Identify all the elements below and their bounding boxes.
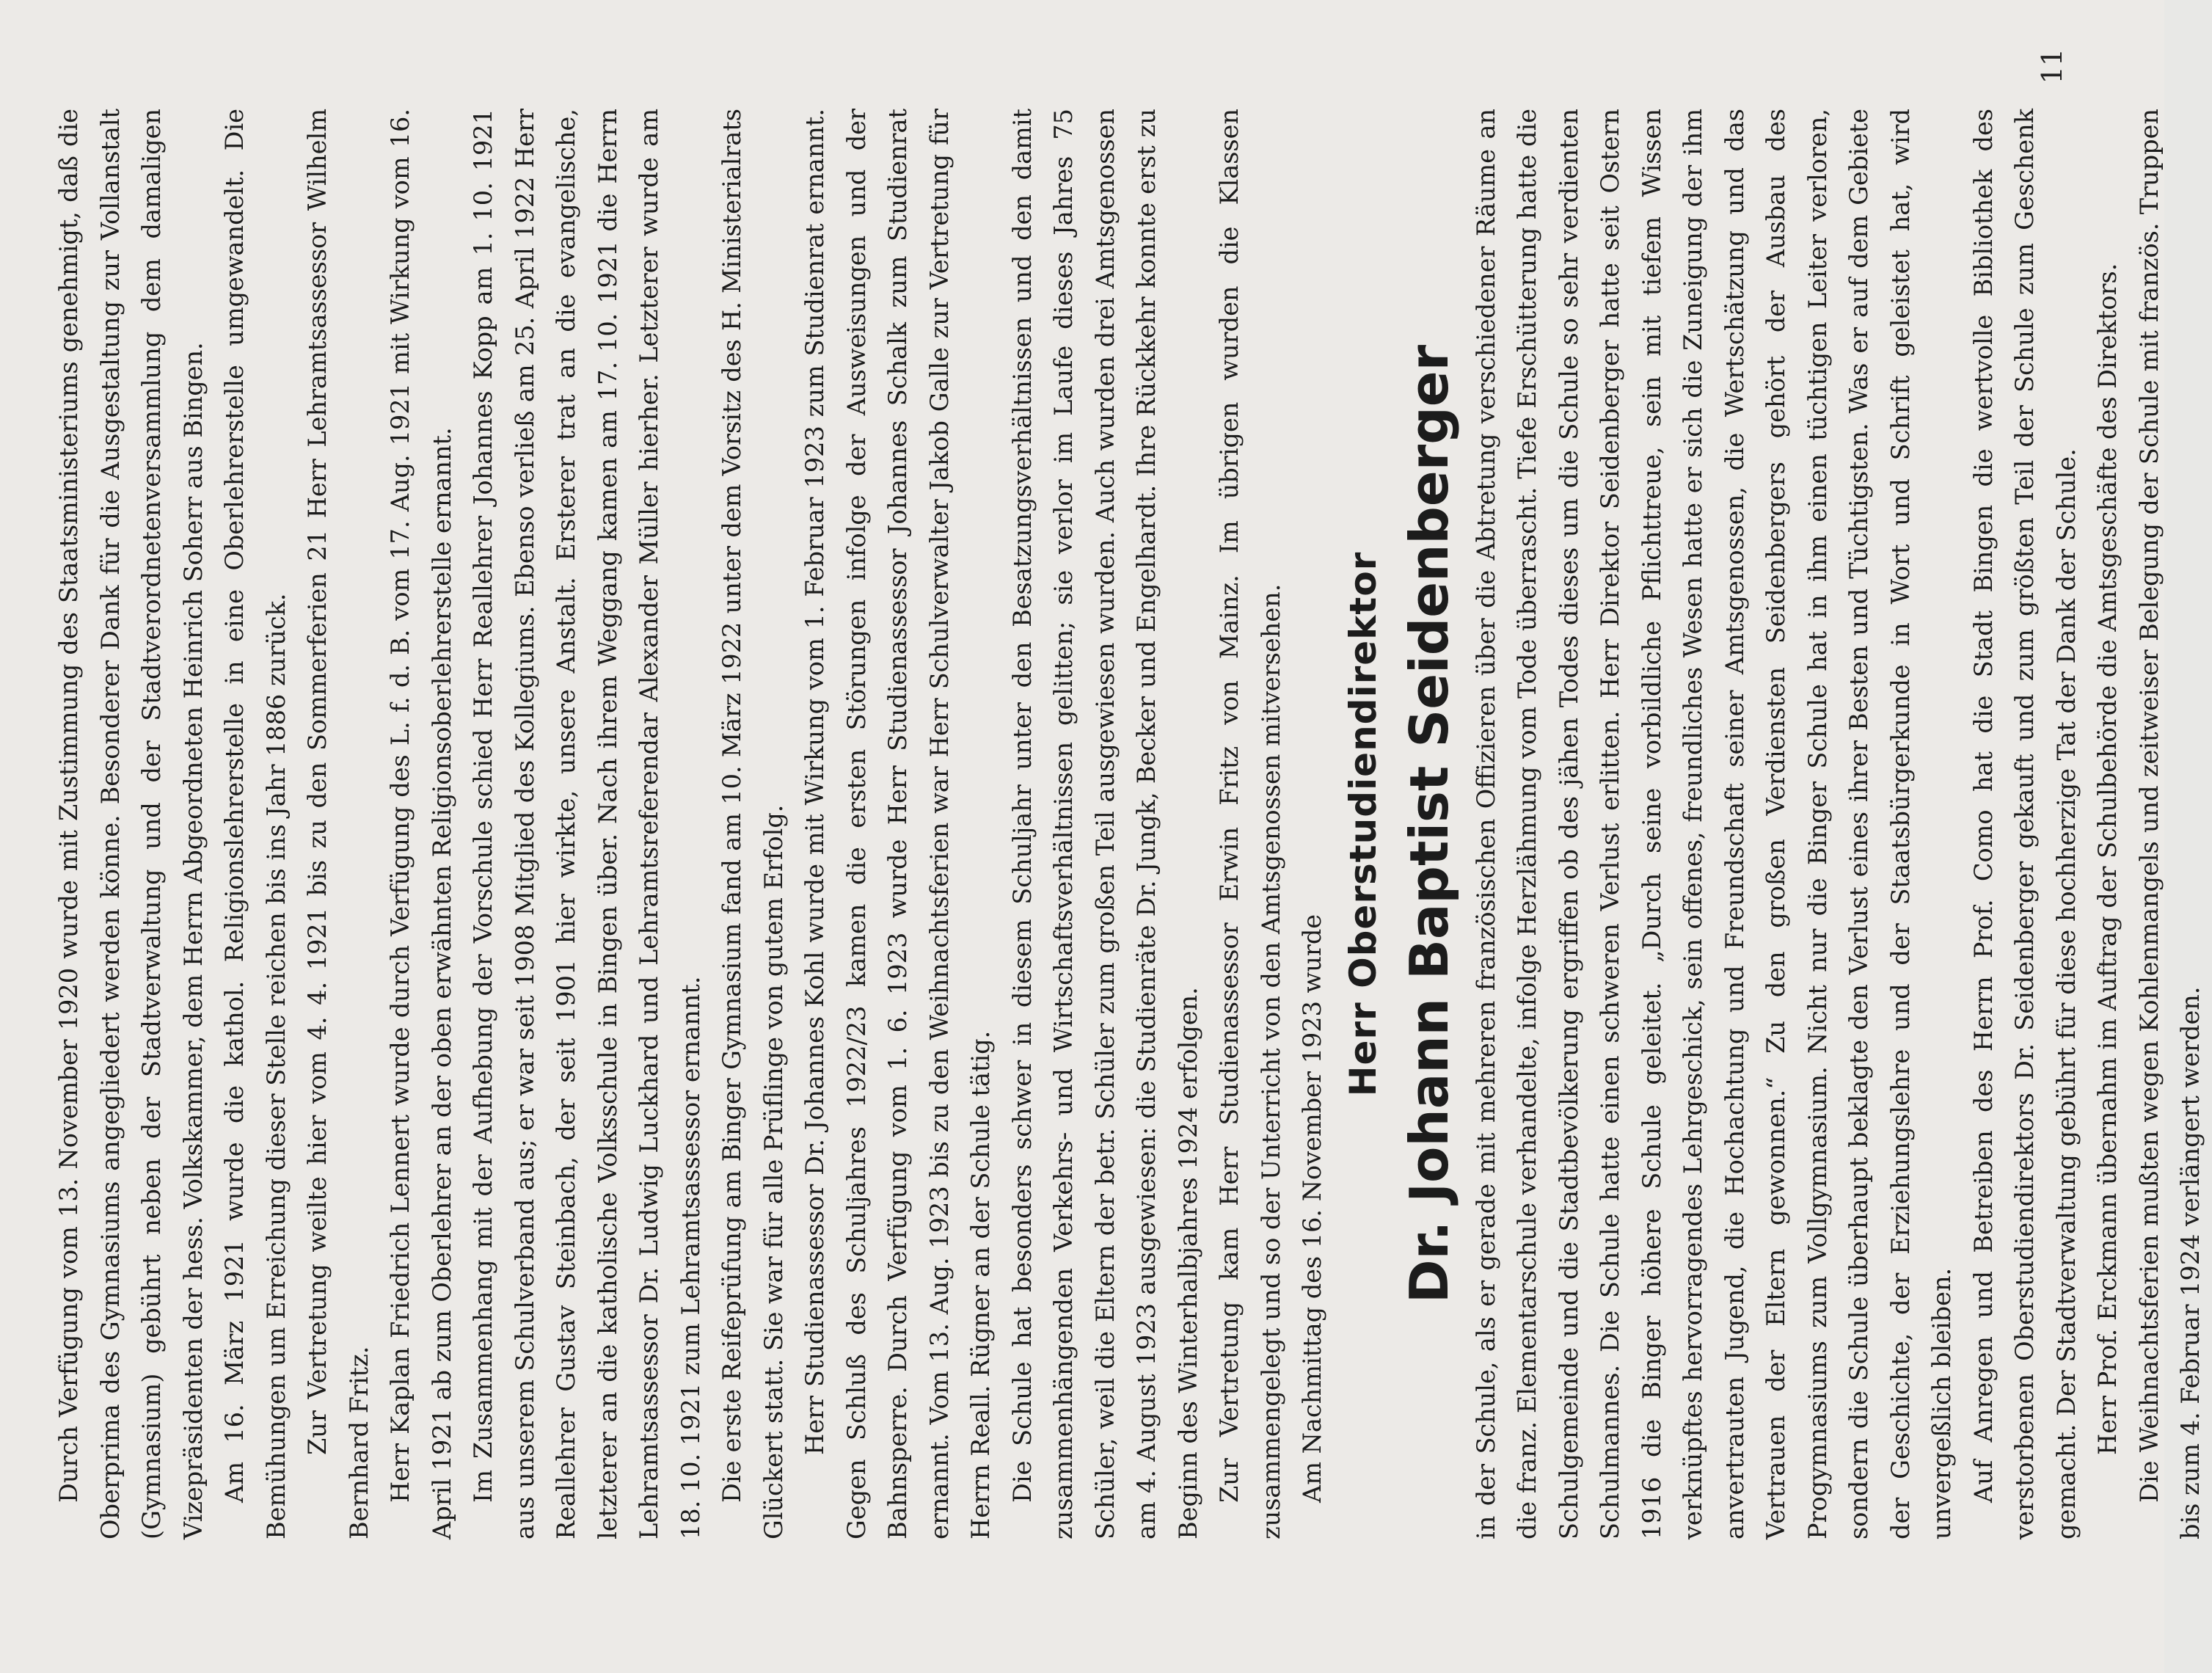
paragraph: Am Nachmittag des 16. November 1923 wurde bbox=[1298, 914, 1326, 1503]
paragraph: Zur Vertretung weilte hier vom 4. 4. 1921 bis zu den Sommerferien 21 Herr Lehramtsassessor Wilhelm Bernhard Fritz. bbox=[303, 109, 373, 1539]
paragraph: Herr Kaplan Friedrich Lennert wurde durch Verfügung des L. f. d. B. vom 17. Aug. 1921 mit Wirkung vom 16. April 1921 ab zum Oberlehrer an der oben erwähnten Religionsoberlehrerstelle ernannt. bbox=[386, 109, 456, 1539]
heading-name: Dr. Johann Baptist Seidenberger bbox=[1398, 344, 1460, 1304]
body-text bbox=[48, 109, 2212, 1539]
paragraph: Zur Vertretung kam Herr Studienassessor Erwin Fritz von Mainz. Im übrigen wurden die Klassen zusammengelegt und so der Unterricht von den Amtsgenossen mitversehen. bbox=[1215, 109, 1285, 1539]
paragraph: Die Schule hat besonders schwer in diesem Schuljahr unter den Besatzungsverhältnissen und den damit zusammenhängenden Verkehrs- und Wirtschaftsverhältnissen gelitten; sie verlor im Laufe dieses Jahres 75 Schüler, weil die Eltern der betr. Schüler zum großen Teil ausgewiesen wurden. Auch wurden drei Amtsgenossen am 4. August 1923 ausgewiesen: die Studienräte Dr. Jungk, Becker und Engelhardt. Ihre Rückkehr konnte erst zu Beginn des Winterhalbjahres 1924 erfolgen. bbox=[1007, 109, 1202, 1539]
paragraph: Herr Prof. Erckmann übernahm im Auftrag der Schulbehörde die Amtsgeschäfte des Direktors. bbox=[2093, 263, 2122, 1455]
paragraph: in der Schule, als er gerade mit mehreren französischen Offizieren über die Abtretung verschiedener Räume an die franz. Elementarschule verhandelte, infolge Herzlähmung vom Tode überrascht. Tiefe Erschütterung hatte die Schulgemeinde und die Stadtbevölkerung ergriffen ob des jähen Todes dieses um die Schule so sehr verdienten Schulmannes. Die Schule hatte einen schweren Verlust erlitten. Herr Direktor Seidenberger hatte seit Ostern 1916 die Binger höhere Schule geleitet. „Durch seine vorbildliche Pflichttreue, sein mit tiefem Wissen verknüpftes hervorragendes Lehrgeschick, sein offenes, freundliches Wesen hatte er sich die Zuneigung der ihm anvertrauten Jugend, die Hochachtung und Freundschaft seiner Amtsgenossen, die Wertschätzung und das Vertrauen der Eltern gewonnen.“ Zu den großen Verdiensten Seidenbergers gehört der Ausbau des Progymnasiums zum Vollgymnasium. Nicht nur die Binger Schule hat in ihm einen tüchtigen Leiter verloren, sondern die Schule überhaupt beklagte den Verlust eines ihrer Besten und Tüchtigsten. Was er auf dem Gebiete der Geschichte, der Erziehungslehre und der Staatsbürgerkunde in Wort und Schrift geleistet hat, wird unvergeßlich bleiben. bbox=[1471, 109, 1956, 1539]
paragraph: Die Weihnachtsferien mußten wegen Kohlenmangels und zeitweiser Belegung der Schule mit französ. Truppen bis zum 4. Februar 1924 verlängert werden. bbox=[2134, 109, 2205, 1539]
heading-title: Herr Oberstudiendirektor bbox=[1341, 551, 1384, 1097]
page-number: 11 bbox=[2036, 48, 2068, 84]
paragraph: Durch Verfügung vom 13. November 1920 wurde mit Zustimmung des Staatsministeriums genehmigt, daß die Oberprima des Gymnasiums angegliedert werden könne. Besonderer Dank für die Ausgestaltung zur Vollanstalt (Gymnasium) gebührt neben der Stadtverwaltung und der Stadtverordnetenversammlung dem damaligen Vizepräsidenten der hess. Volkskammer, dem Herrn Abgeordneten Heinrich Soherr aus Bingen. bbox=[54, 109, 208, 1539]
paragraph: Auf Anregen und Betreiben des Herrn Prof. Como hat die Stadt Bingen die wertvolle Bibliothek des verstorbenen Oberstudiendirektors Dr. Seidenberger gekauft und zum größten Teil der Schule zum Geschenk gemacht. Der Stadtverwaltung gebührt für diese hochherzige Tat der Dank der Schule. bbox=[1968, 109, 2081, 1539]
paragraph: Am 16. März 1921 wurde die kathol. Religionslehrerstelle in eine Oberlehrerstelle umgewandelt. Die Bemühungen um Erreichung dieser Stelle reichen bis ins Jahr 1886 zurück. bbox=[220, 109, 291, 1539]
paragraph: Herr Studienassessor Dr. Johannes Kohl wurde mit Wirkung vom 1. Februar 1923 zum Studienrat ernannt. Gegen Schluß des Schuljahres 1922/23 kamen die ersten Störungen infolge der Ausweisungen und der Bahnsperre. Durch Verfügung vom 1. 6. 1923 wurde Herr Studienassessor Johannes Schalk zum Studienrat ernannt. Vom 13. Aug. 1923 bis zu den Weihnachtsferien war Herr Schulverwalter Jakob Galle zur Vertretung für Herrn Reall. Rügner an der Schule tätig. bbox=[800, 109, 995, 1539]
paragraph: Die erste Reifeprüfung am Binger Gymnasium fand am 10. März 1922 unter dem Vorsitz des H. Ministerialrats Glückert statt. Sie war für alle Prüflinge von gutem Erfolg. bbox=[718, 109, 788, 1539]
paragraph: Im Zusammenhang mit der Aufhebung der Vorschule schied Herr Reallehrer Johannes Kopp am 1. 10. 1921 aus unserem Schulverband aus; er war seit 1908 Mitglied des Kollegiums. Ebenso verließ am 25. April 1922 Herr Reallehrer Gustav Steinbach, der seit 1901 hier wirkte, unsere Anstalt. Ersterer trat an die evangelische, letzterer an die katholische Volksschule in Bingen über. Nach ihrem Weggang kamen am 17. 10. 1921 die Herrn Lehramtsassessor Dr. Ludwig Luckhard und Lehramtsreferendar Alexander Müller hierher. Letzterer wurde am 18. 10. 1921 zum Lehramtsassessor ernannt. bbox=[469, 109, 705, 1539]
